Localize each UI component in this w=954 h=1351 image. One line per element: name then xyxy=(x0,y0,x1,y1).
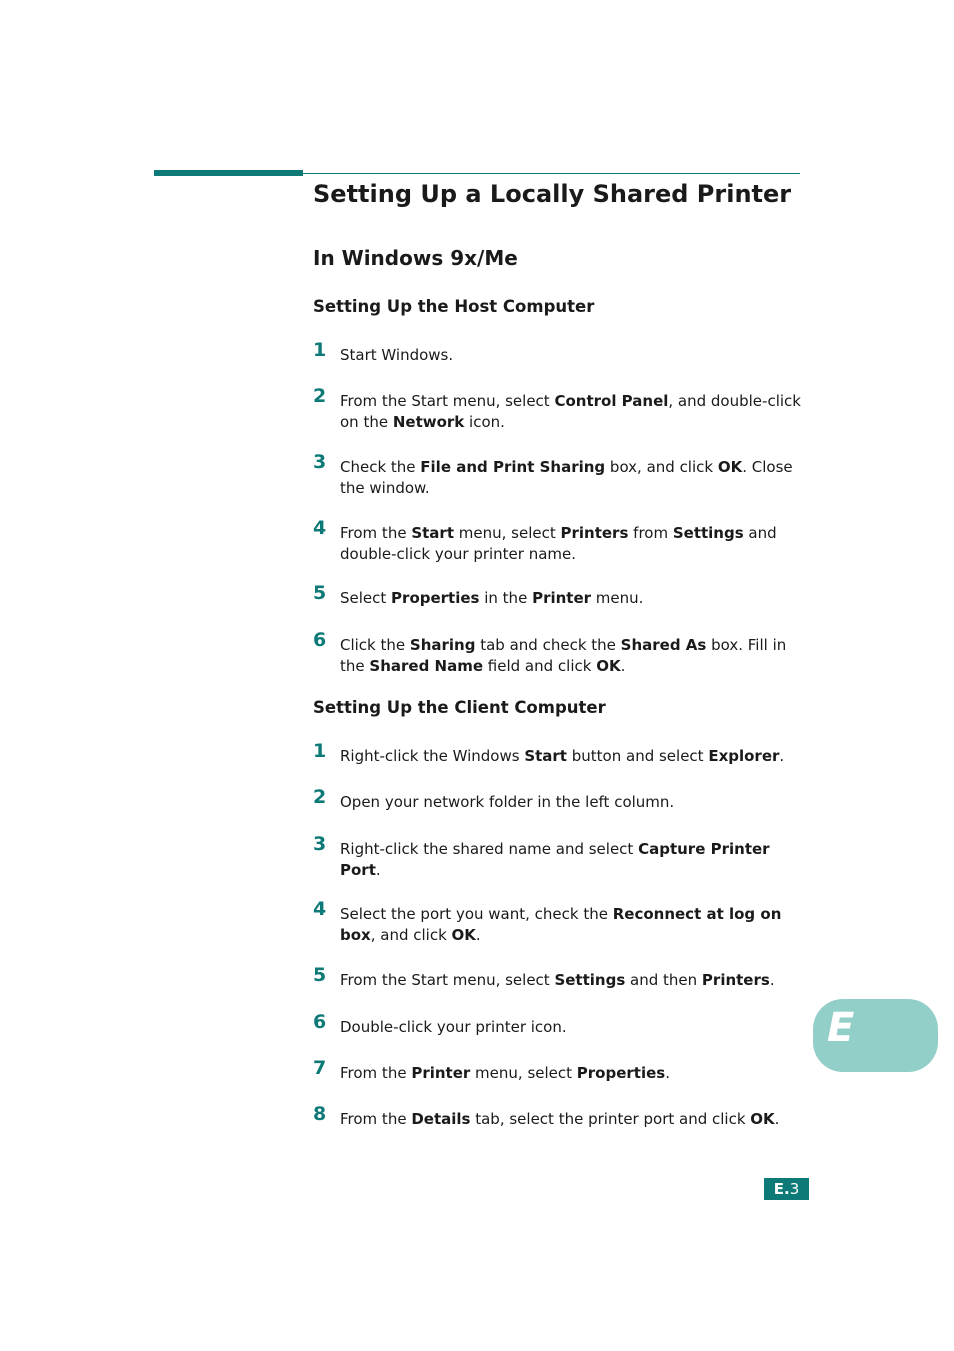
page-prefix: E. xyxy=(773,1180,790,1198)
client-heading: Setting Up the Client Computer xyxy=(313,698,606,717)
step-text: From the Details tab, select the printer port and click OK. xyxy=(340,1110,780,1128)
step-number: 2 xyxy=(313,385,327,407)
header-rule-thin xyxy=(303,173,800,174)
step-text: From the Start menu, select Settings and then Printers. xyxy=(340,971,775,989)
step-text: From the Printer menu, select Properties. xyxy=(340,1064,670,1082)
step-text: Select the port you want, check the Reconnect at log on box, and click OK. xyxy=(340,905,782,944)
step-number: 5 xyxy=(313,582,327,604)
section-heading: In Windows 9x/Me xyxy=(313,246,518,270)
step-text: Check the File and Print Sharing box, and click OK. Close the window. xyxy=(340,458,793,497)
page-title: Setting Up a Locally Shared Printer xyxy=(313,180,792,208)
step-number: 4 xyxy=(313,517,327,539)
step-text: Open your network folder in the left column. xyxy=(340,793,675,811)
chapter-tab xyxy=(813,999,938,1072)
step-text: From the Start menu, select Printers from Settings and double-click your printer name. xyxy=(340,524,777,563)
step-text: Start Windows. xyxy=(340,346,454,364)
step-number: 3 xyxy=(313,833,327,855)
step-text: Click the Sharing tab and check the Shared As box. Fill in the Shared Name field and click OK. xyxy=(340,636,787,675)
step-number: 3 xyxy=(313,451,327,473)
step-text: Right-click the shared name and select Capture Printer Port. xyxy=(340,840,770,879)
step-number: 6 xyxy=(313,1011,327,1033)
step-number: 4 xyxy=(313,898,327,920)
step-text: From the Start menu, select Control Panel, and double-click on the Network icon. xyxy=(340,392,801,431)
chapter-letter: E xyxy=(827,1005,855,1051)
step-number: 1 xyxy=(313,339,327,361)
page-num: 3 xyxy=(789,1180,800,1198)
step-text: Select Properties in the Printer menu. xyxy=(340,589,644,607)
step-number: 5 xyxy=(313,964,327,986)
page-number xyxy=(764,1178,809,1200)
step-number: 2 xyxy=(313,786,327,808)
step-number: 6 xyxy=(313,629,327,651)
step-number: 7 xyxy=(313,1057,327,1079)
step-text: Right-click the Windows Start button and select Explorer. xyxy=(340,747,785,765)
header-rule-thick xyxy=(154,170,303,176)
host-heading: Setting Up the Host Computer xyxy=(313,297,595,316)
step-text: Double-click your printer icon. xyxy=(340,1018,567,1036)
step-number: 8 xyxy=(313,1103,327,1125)
step-number: 1 xyxy=(313,740,327,762)
